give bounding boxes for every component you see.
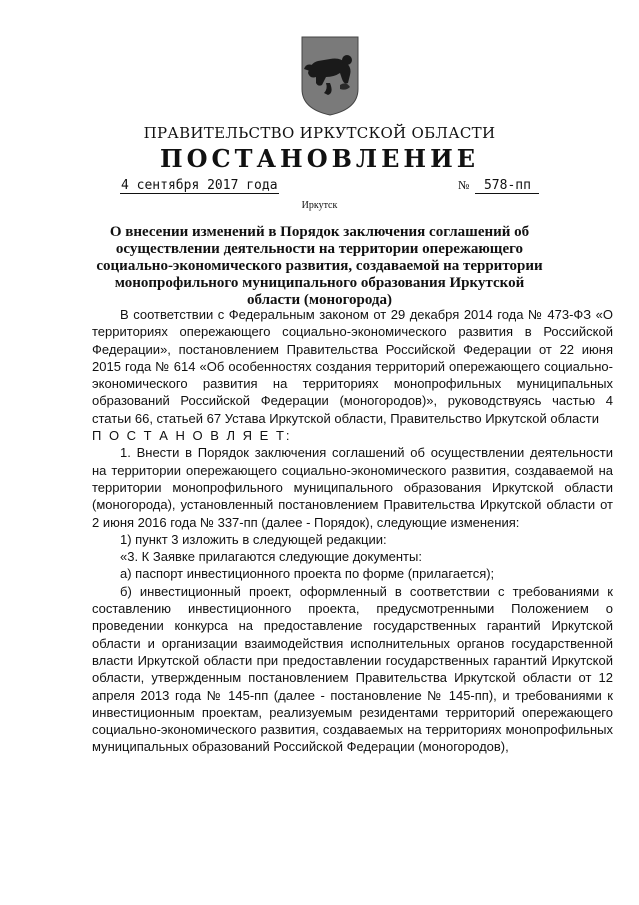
city: Иркутск: [301, 200, 338, 211]
number-label: №: [458, 178, 470, 192]
document-body: [92, 306, 613, 756]
preamble-paragraph: В соответствии с Федеральным законом от 29 декабря 2014 года № 473-ФЗ «О территориях опережающего социально-экономического развития в Российской Федерации», постановлением Правительства Российской Федерации от 22 июня 2015 года № 614 «Об особенностях создания территорий опережающего социально-экономического развития на территориях монопрофильных муниципальных образований Российской Федерации (моногородов)», руководствуясь частью 4 статьи 66, статьей 67 Устава Иркутской области, Правительство Иркутской области: [92, 307, 613, 426]
paragraph-1: 1. Внести в Порядок заключения соглашений об осуществлении деятельности на территории опережающего социально-экономического развития, создаваемой на территории монопрофильного муниципального образования Иркутской области (моногорода), установленный постановлением Правительства Иркутской области от 2 июня 2016 года № 337-пп (далее - Порядок), следующие изменения:: [92, 445, 613, 530]
document-type: ПОСТАНОВЛЕНИЕ: [159, 144, 480, 173]
number-value: 578-пп: [475, 178, 539, 194]
paragraph-5: б) инвестиционный проект, оформленный в соответствии с требованиями к составлению инвестиционного проекта, предусмотренными Положением о проведении конкурса на предоставление государственных гарантий Иркутской области и организации взаимодействия исполнительных органов государственной власти Иркутской области при предоставлении государственных гарантий Иркутской области, утвержденным постановлением Правительства Иркутской области от 12 апреля 2013 года № 145-пп (далее - постановление № 145-пп), и требованиями к инвестиционным проектам, реализуемым резидентами территорий опережающего социально-экономического развития, создаваемых на территориях монопрофильных муниципальных образований Российской Федерации (моногородов),: [92, 583, 613, 755]
paragraph-4: а) паспорт инвестиционного проекта по форме (прилагается);: [120, 566, 495, 582]
document-date: [120, 178, 279, 193]
coat-of-arms-icon: [300, 33, 360, 117]
document-number: [458, 178, 539, 194]
government-name: ПРАВИТЕЛЬСТВО ИРКУТСКОЙ ОБЛАСТИ: [143, 124, 496, 142]
paragraph-3: «3. К Заявке прилагаются следующие документы:: [120, 549, 422, 565]
decree-line: П О С Т А Н О В Л Я Е Т:: [92, 428, 292, 444]
document-title: О внесении изменений в Порядок заключения соглашений об осуществлении деятельности на территории опережающего социально-экономического развития, создаваемой на территории монопрофильного муниципального образования Иркутской области (моногорода): [96, 224, 543, 308]
paragraph-2: 1) пункт 3 изложить в следующей редакции:: [120, 531, 387, 547]
date-text: 4 сентября 2017 года: [121, 178, 278, 193]
